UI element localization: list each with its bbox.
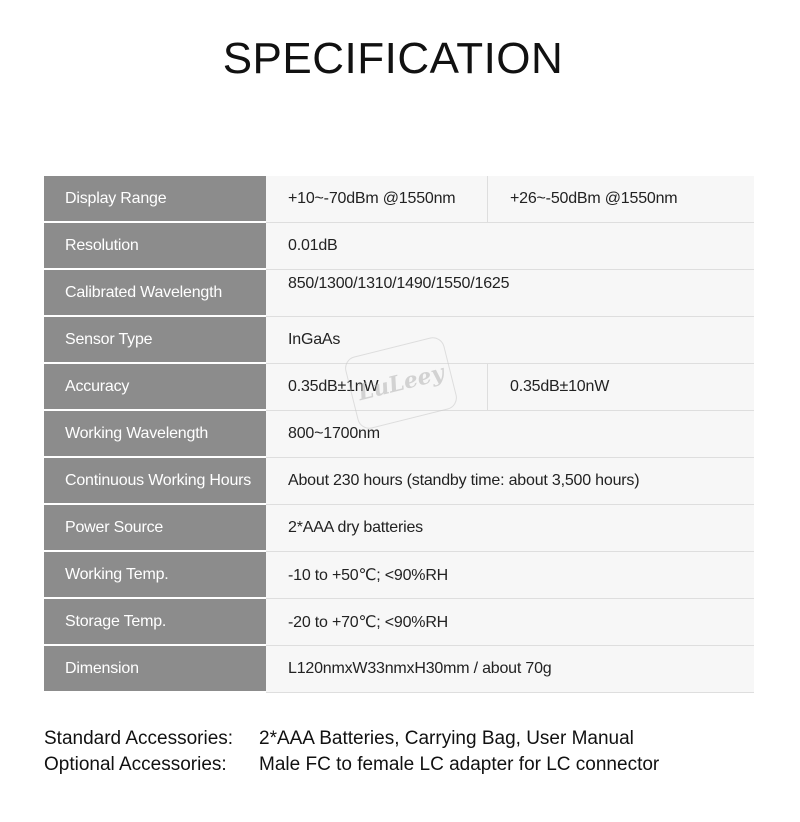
spec-row-storage-temp xyxy=(44,599,754,646)
standard-accessories-row xyxy=(44,726,659,752)
spec-label: Dimension xyxy=(44,646,266,693)
spec-row-power-source xyxy=(44,505,754,552)
spec-label: Calibrated Wavelength xyxy=(44,270,266,317)
accessories-section xyxy=(44,726,659,778)
optional-accessories-row xyxy=(44,752,659,778)
spec-value: 2*AAA dry batteries xyxy=(288,519,423,536)
watermark-text: LuLeey xyxy=(355,359,447,407)
spec-row-calibrated-wavelength xyxy=(44,270,754,317)
spec-label: Working Temp. xyxy=(44,552,266,599)
standard-accessories-label: Standard Accessories: xyxy=(44,728,234,749)
spec-row-display-range xyxy=(44,176,754,223)
spec-value: -10 to +50℃; <90%RH xyxy=(288,567,449,584)
page-title: SPECIFICATION xyxy=(222,34,564,83)
optional-accessories-value: Male FC to female LC adapter for LC connector xyxy=(259,754,660,775)
optional-accessories-label: Optional Accessories: xyxy=(44,754,227,775)
spec-label: Sensor Type xyxy=(44,317,266,364)
spec-value: 800~1700nm xyxy=(288,425,380,442)
spec-value: 0.35dB±1nW xyxy=(266,364,488,410)
spec-label: Working Wavelength xyxy=(44,411,266,458)
spec-value: +10~-70dBm @1550nm xyxy=(266,176,488,222)
spec-row-working-temp xyxy=(44,552,754,599)
spec-row-resolution xyxy=(44,223,754,270)
spec-table xyxy=(44,176,754,693)
spec-value: InGaAs xyxy=(288,331,341,348)
spec-row-continuous-working-hours xyxy=(44,458,754,505)
spec-value: About 230 hours (standby time: about 3,500 hours) xyxy=(288,472,640,489)
standard-accessories-value: 2*AAA Batteries, Carrying Bag, User Manual xyxy=(259,728,634,749)
spec-label: Storage Temp. xyxy=(44,599,266,646)
spec-label: Resolution xyxy=(44,223,266,270)
spec-label: Power Source xyxy=(44,505,266,552)
spec-label: Display Range xyxy=(44,176,266,223)
spec-label: Accuracy xyxy=(44,364,266,411)
spec-value: 0.01dB xyxy=(288,237,338,254)
spec-value: 850/1300/1310/1490/1550/1625 xyxy=(288,275,510,292)
spec-value: +26~-50dBm @1550nm xyxy=(510,190,678,207)
spec-label: Continuous Working Hours xyxy=(44,458,266,505)
spec-row-dimension xyxy=(44,646,754,693)
spec-value: -20 to +70℃; <90%RH xyxy=(288,614,449,631)
spec-value: L120nmxW33nmxH30mm / about 70g xyxy=(288,660,552,677)
spec-value: 0.35dB±10nW xyxy=(510,378,610,395)
